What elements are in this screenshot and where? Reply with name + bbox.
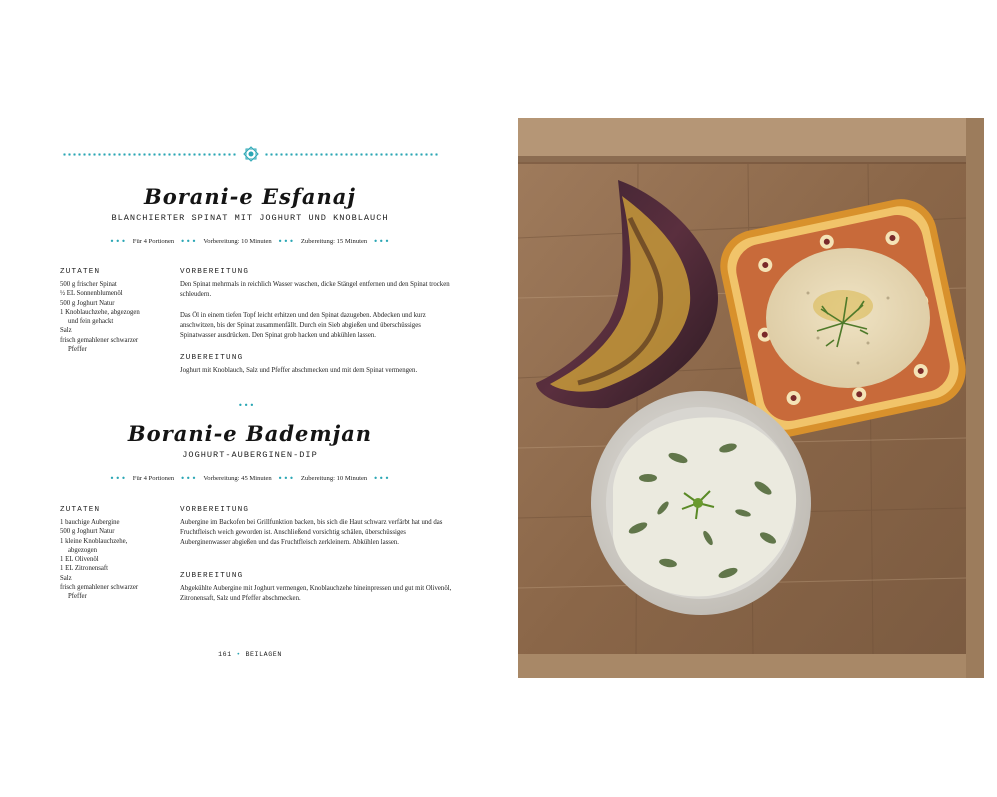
ingredient: ½ EL Sonnenblumenöl: [60, 290, 123, 298]
recipe-meta: [0, 237, 500, 246]
ingredient: 1 kleine Knoblauchzehe,: [60, 537, 128, 545]
food-photo-illustration: [518, 118, 984, 678]
dot-separator: •••: [277, 237, 295, 246]
ingredients-list: [60, 518, 172, 602]
ingredient: und fein gehackt: [68, 318, 114, 326]
dot-separator: •••: [180, 474, 198, 483]
decorative-divider: [62, 146, 440, 162]
star-ornament-icon: [243, 146, 259, 162]
portions: Für 4 Portionen: [132, 238, 175, 245]
ingredient: Pfeffer: [68, 593, 87, 601]
ingredients-heading: ZUTATEN: [60, 506, 101, 514]
vorbereitung-heading: VORBEREITUNG: [180, 506, 250, 514]
dot-separator: •••: [373, 237, 391, 246]
ingredient: 500 g frischer Spinat: [60, 281, 117, 288]
ingredient: 500 g Joghurt Natur: [60, 528, 115, 536]
vorbereitung-paragraph: Aubergine im Backofen bei Grillfunktion backen, bis sich die Haut schwarz verfärbt hat und das Fruchtfleisch weich geworden ist. Anschließend vorsichtig schälen, überschüssiges Auberginenwasser abgießen und das Fruchtfleisch zerkleinern. Abkühlen lassen.: [180, 519, 443, 546]
cook-time: Zubereitung: 15 Minuten: [300, 238, 368, 245]
page-number: 161: [218, 651, 232, 658]
ingredient: Salz: [60, 574, 72, 582]
page-footer: [0, 651, 500, 658]
ingredient: 1 EL Olivenöl: [60, 556, 99, 564]
ingredient: 1 bauchige Aubergine: [60, 519, 120, 526]
portions: Für 4 Portionen: [132, 475, 175, 482]
ingredient: frisch gemahlener schwarzer: [60, 584, 139, 592]
zubereitung-paragraph: Abgekühlte Aubergine mit Joghurt vermengen, Knoblauchzehe hineinpressen und gut mit Olivenöl, Zitronensaft, Salz und Pfeffer abschmecken.: [180, 585, 452, 602]
recipe-title: Borani-e Esfanaj: [143, 184, 356, 209]
ingredients-heading: ZUTATEN: [60, 268, 101, 276]
zubereitung-paragraph: Joghurt mit Knoblauch, Salz und Pfeffer abschmecken und mit dem Spinat vermengen.: [180, 367, 418, 374]
ingredient: frisch gemahlener schwarzer: [60, 336, 139, 344]
dot-separator: •••: [109, 237, 127, 246]
zubereitung-heading: ZUBEREITUNG: [180, 572, 244, 580]
ingredient: 1 Knoblauchzehe, abgezogen: [60, 308, 140, 316]
ingredient: Salz: [60, 327, 72, 335]
dot-separator: •••: [238, 401, 256, 410]
ingredient: 500 g Joghurt Natur: [60, 299, 115, 307]
dot-separator: •••: [180, 237, 198, 246]
vorbereitung-paragraph: Den Spinat mehrmals in reichlich Wasser waschen, dicke Stängel entfernen und den Spinat trocken schleudern.: [180, 281, 450, 298]
dot-separator: •••: [277, 474, 295, 483]
dotted-line-right: [264, 153, 440, 156]
vorbereitung-heading: VORBEREITUNG: [180, 268, 250, 276]
recipe-subtitle: JOGHURT-AUBERGINEN-DIP: [182, 450, 318, 460]
ingredient: Pfeffer: [68, 346, 87, 354]
recipe-title: Borani-e Bademjan: [127, 421, 373, 446]
prep-time: Vorbereitung: 45 Minuten: [203, 475, 272, 482]
recipe-subtitle: BLANCHIERTER SPINAT MIT JOGHURT UND KNOBLAUCH: [111, 213, 389, 223]
dot-separator: •••: [373, 474, 391, 483]
recipe-meta: [0, 474, 500, 483]
dot-separator: •••: [109, 474, 127, 483]
footer-bullet: •: [236, 651, 241, 658]
ingredients-list: [60, 280, 172, 354]
prep-time: Vorbereitung: 10 Minuten: [203, 238, 272, 245]
dotted-line-left: [62, 153, 238, 156]
ingredient: 1 EL Zitronensaft: [60, 565, 109, 573]
food-photo: [518, 118, 984, 678]
zubereitung-heading: ZUBEREITUNG: [180, 354, 244, 362]
ingredient: abgezogen: [68, 546, 98, 554]
section-name: BEILAGEN: [245, 651, 282, 658]
vorbereitung-paragraph: Das Öl in einem tiefen Topf leicht erhitzen und den Spinat dazugeben. Abdecken und kurz anschwitzen, bis der Spinat zusammenfällt. Durch ein Sieb abgießen und überschüssiges Spinatwasser ausdrücken. Den Spinat grob hacken und abkühlen lassen.: [180, 312, 426, 339]
cook-time: Zubereitung: 10 Minuten: [300, 475, 368, 482]
